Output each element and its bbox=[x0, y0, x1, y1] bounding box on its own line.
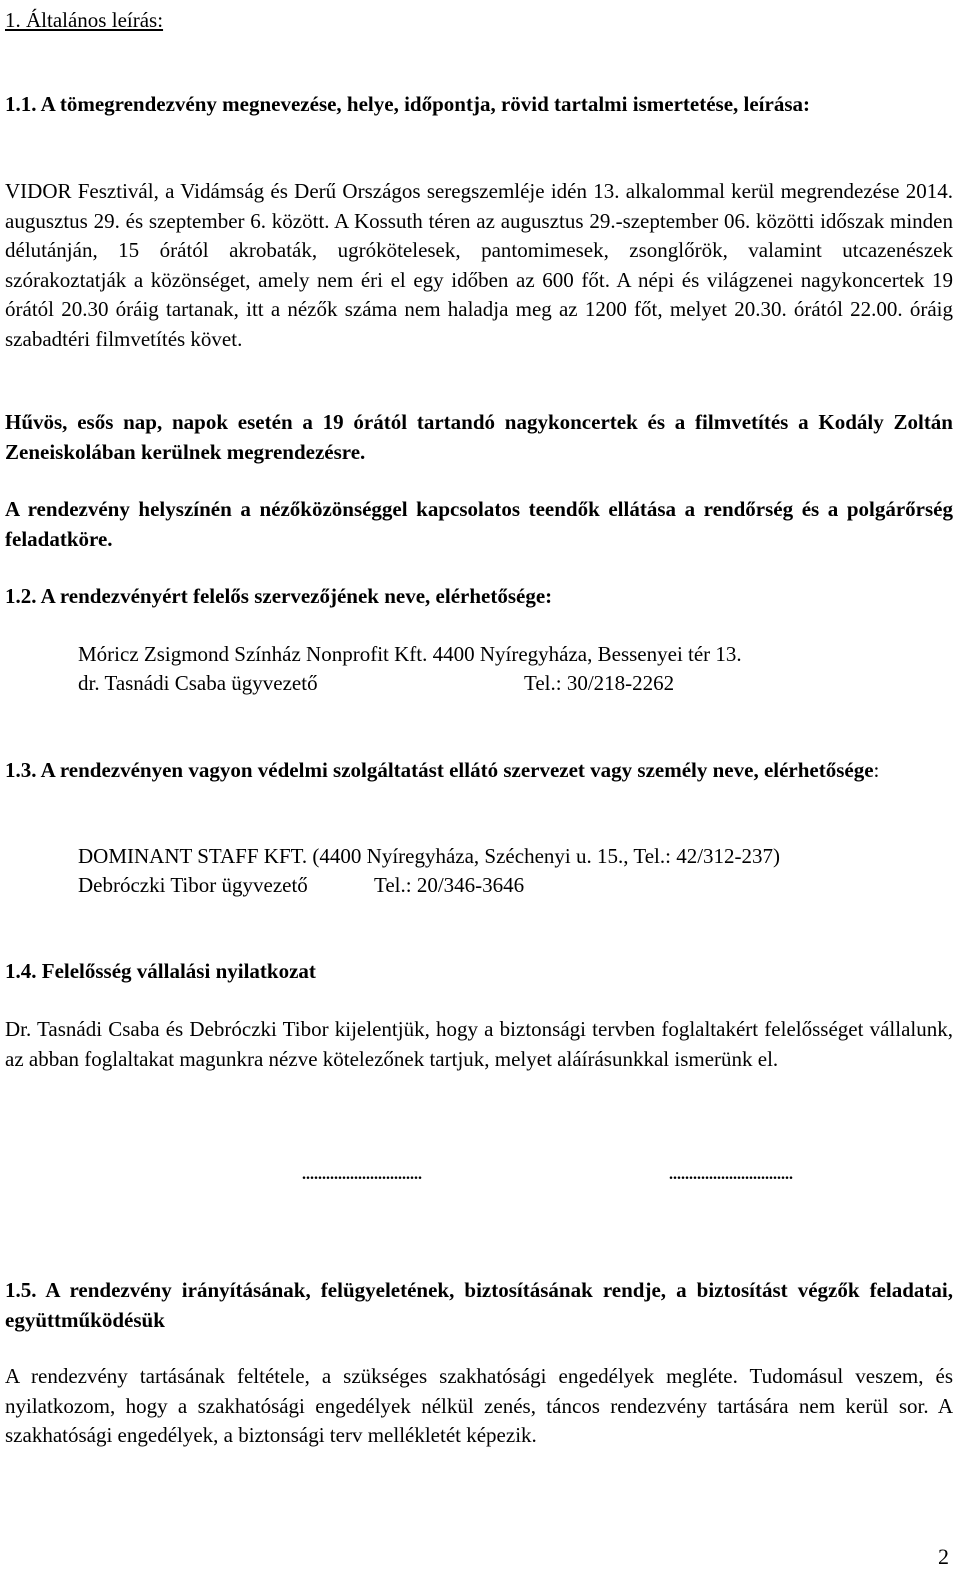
section-1-1-paragraph: VIDOR Fesztivál, a Vidámság és Derű Országos seregszemléje idén 13. alkalommal kerül megrendezése 2014. augusztus 29. és szeptember 6. között. A Kossuth téren az augusztus 29.-szeptember 06. közötti időszak minden délutánján, 15 órától akrobaták, ugrókötelesek, pantomimesek, zsonglőrök, valamint utcazenészek szórakoztatják a közönséget, amely nem éri el egy időben az 600 főt. A népi és világzenei nagykoncertek 19 órától 20.30 óráig tartanak, itt a nézők száma nem haladja meg az 1200 főt, melyet 20.30. órától 22.00. óráig szabadtéri filmvetítés követ. bbox=[5, 179, 953, 351]
section-1-1-title: 1.1. A tömegrendezvény megnevezése, helye, időpontja, rövid tartalmi ismertetése, leírása: bbox=[5, 92, 810, 116]
security-company: DOMINANT STAFF KFT. (4400 Nyíregyháza, Széchenyi u. 15., Tel.: 42/312-237) bbox=[78, 844, 781, 868]
page-number: 2 bbox=[938, 1544, 949, 1569]
security-phone: Tel.: 20/346-3646 bbox=[374, 873, 525, 897]
section-1-2-title: 1.2. A rendezvényért felelős szervezőjének neve, elérhetősége: bbox=[5, 584, 553, 608]
section-1-3-title-colon: : bbox=[873, 758, 880, 782]
section-1-3-title-bold: 1.3. A rendezvényen vagyon védelmi szolgáltatást ellátó szervezet vagy személy neve, elérhetősége bbox=[5, 758, 874, 782]
security-person: Debróczki Tibor ügyvezető bbox=[78, 873, 308, 897]
section-1-3-title bbox=[5, 756, 953, 786]
liability-statement: Dr. Tasnádi Csaba és Debróczki Tibor kijelentjük, hogy a biztonsági tervben foglaltakért felelősséget vállalunk, az abban foglaltakat magunkra nézve kötelezőnek tartjuk, melyet aláírásunkkal ismerünk el. bbox=[5, 1017, 953, 1071]
main-heading: 1. Általános leírás: bbox=[5, 8, 164, 32]
organizer-name-address: Móricz Zsigmond Színház Nonprofit Kft. 4400 Nyíregyháza, Bessenyei tér 13. bbox=[78, 642, 742, 666]
section-1-4-title: 1.4. Felelősség vállalási nyilatkozat bbox=[5, 959, 316, 983]
section-1-5-text: A rendezvény tartásának feltétele, a szükséges szakhatósági engedélyek megléte. Tudomásul veszem, és nyilatkozom, hogy a szakhatósági engedélyek nélkül zenés, táncos rendezvény tartására nem kerül sor. A szakhatósági engedélyek, a biztonsági terv mellékletét képezik. bbox=[5, 1364, 953, 1447]
section-1-1-security-note: A rendezvény helyszínén a nézőközönséggel kapcsolatos teendők ellátása a rendőrség és a polgárőrség feladatköre. bbox=[5, 497, 953, 551]
organizer-phone: Tel.: 30/218-2262 bbox=[524, 671, 675, 695]
section-1-1-weather-note: Hűvös, esős nap, napok esetén a 19 órától tartandó nagykoncertek és a filmvetítés a Kodály Zoltán Zeneiskolában kerülnek megrendezésre. bbox=[5, 410, 953, 464]
organizer-person: dr. Tasnádi Csaba ügyvezető bbox=[78, 671, 318, 695]
signature-line-2: ............................... bbox=[669, 1166, 793, 1183]
section-1-5-title: 1.5. A rendezvény irányításának, felügyeletének, biztosításának rendje, a biztosítást végzők feladatai, együttműködésük bbox=[5, 1278, 953, 1332]
signature-line-1: .............................. bbox=[302, 1166, 422, 1183]
